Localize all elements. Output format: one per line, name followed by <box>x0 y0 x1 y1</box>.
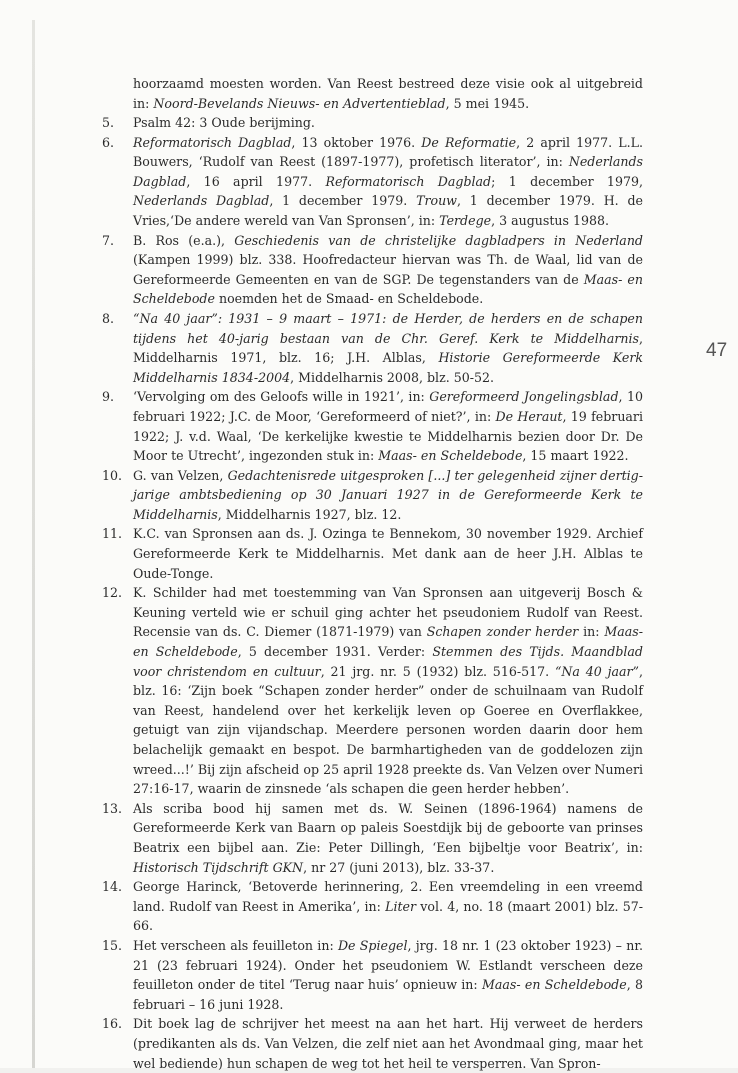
endnote-text: ‘Vervolging om des Geloofs wille in 1921’, in: Gereformeerd Jongelingsblad, 10 februari 1922; J.C. de Moor, ‘Gereformeerd of niet?’, in: De Heraut, 19 februari 1922; J. v.d. Waal, ‘De kerkelijke kwestie te Middelharnis bezien door Dr. De Moor te Utrecht’, ingezonden stuk in: Maas- en Scheldebode, 15 maart 1922. <box>133 389 643 464</box>
endnote <box>102 133 643 231</box>
endnote-number: 15. <box>102 937 123 953</box>
endnote <box>102 799 643 877</box>
endnote-number: 9. <box>102 389 115 405</box>
endnote <box>102 583 643 799</box>
endnote <box>102 309 643 387</box>
page-edge-shadow <box>32 20 35 1068</box>
endnote-text: George Harinck, ‘Betoverde herinnering, 2. Een vreemdeling in een vreemd land. Rudolf van Reest in Amerika’, in: Liter vol. 4, no. 18 (maart 2001) blz. 57-66. <box>133 879 643 934</box>
endnote <box>102 387 643 465</box>
endnote-number: 8. <box>102 310 115 326</box>
endnote-text: K. Schilder had met toestemming van Van Spronsen aan uitgeverij Bosch & Keuning verteld wie er schuil ging achter het pseudoniem Rudolf van Reest. Recensie van ds. C. Diemer (1871-1979) van Schapen zonder herder in: Maas- en Scheldebode, 5 december 1931. Verder: Stemmen des Tijds. Maandblad voor christendom en cultuur, 21 jrg. nr. 5 (1932) blz. 516-517. “Na 40 jaar”, blz. 16: ‘Zijn boek “Schapen zonder herder” onder de schuilnaam van Rudolf van Reest, handelend over het kerkelijk leven op Goeree en Overflakkee, getuigt van zijn vijandschap. Meerdere personen worden daarin door hem belachelijk gemaakt en bespot. De barmhartigheden van de goddelozen zijn wreed...!’ Bij zijn afscheid op 25 april 1928 preekte ds. Van Velzen over Numeri 27:16-17, waarin de zinsnede ‘als schapen die geen herder hebben’. <box>133 585 644 797</box>
endnote-text: Psalm 42: 3 Oude berijming. <box>133 115 315 130</box>
endnote <box>102 1014 643 1073</box>
endnote-number: 16. <box>102 1016 123 1032</box>
endnote <box>102 113 643 133</box>
endnote-number: 10. <box>102 467 123 483</box>
endnote-text: Als scriba bood hij samen met ds. W. Seinen (1896-1964) namens de Gereformeerde Kerk van Baarn op paleis Soestdijk bij de geboorte van prinses Beatrix een bijbel aan. Zie: Peter Dillingh, ‘Een bijbeltje voor Beatrix’, in: Historisch Tijdschrift GKN, nr 27 (juni 2013), blz. 33-37. <box>133 800 643 875</box>
endnote-number: 13. <box>102 800 123 816</box>
note-continuation: hoorzaamd moesten worden. Van Reest bestreed deze visie ook al uitgebreid in: Noord-Bevelands Nieuws- en Advertentieblad, 5 mei 1945. <box>133 76 643 111</box>
endnote <box>102 936 643 1014</box>
endnotes-list <box>102 113 643 1073</box>
endnote-text: Dit boek lag de schrijver het meest na aan het hart. Hij verweet de herders (predikanten als ds. Van Velzen, die zelf niet aan het Avondmaal ging, maar het wel bediende) hun schapen de weg tot het heil te versperren. Van Spron- <box>133 1016 643 1071</box>
endnote-number: 6. <box>102 134 115 150</box>
endnote-text: Reformatorisch Dagblad, 13 oktober 1976. De Reformatie, 2 april 1977. L.L. Bouwers, ‘Rudolf van Reest (1897-1977), profetisch literator’, in: Nederlands Dagblad, 16 april 1977. Reformatorisch Dagblad; 1 december 1979, Nederlands Dagblad, 1 december 1979. Trouw, 1 december 1979. H. de Vries,‘De andere wereld van Van Spronsen’, in: Terdege, 3 augustus 1988. <box>133 134 643 228</box>
endnote <box>102 524 643 583</box>
endnote-number: 14. <box>102 879 123 895</box>
endnote-number: 11. <box>102 526 123 542</box>
endnote <box>102 231 643 309</box>
endnote-text: K.C. van Spronsen aan ds. J. Ozinga te Bennekom, 30 november 1929. Archief Gereformeerde Kerk te Middelharnis. Met dank aan de heer J.H. Alblas te Oude-Tonge. <box>133 526 643 581</box>
endnote-text: G. van Velzen, Gedachtenisrede uitgesproken [...] ter gelegenheid zijner dertig-jarige ambtsbediening op 30 Januari 1927 in de Gereformeerde Kerk te Middelharnis, Middelharnis 1927, blz. 12. <box>133 467 643 522</box>
endnote-text: B. Ros (e.a.), Geschiedenis van de christelijke dagbladpers in Nederland (Kampen 1999) blz. 338. Hoofredacteur hiervan was Th. de Waal, lid van de Gereformeerde Gemeenten en van de SGP. De tegenstanders van de Maas- en Scheldebode noemden het de Smaad- en Scheldebode. <box>133 232 643 307</box>
endnote-text: Het verscheen als feuilleton in: De Spiegel, jrg. 18 nr. 1 (23 oktober 1923) – nr. 21 (23 februari 1924). Onder het pseudoniem W. Estlandt verscheen deze feuilleton onder de titel ‘Terug naar huis’ opnieuw in: Maas- en Scheldebode, 8 februari – 16 juni 1928. <box>133 937 643 1012</box>
endnote <box>102 466 643 525</box>
endnote-number: 7. <box>102 232 115 248</box>
endnote-text: “Na 40 jaar”: 1931 – 9 maart – 1971: de Herder, de herders en de schapen tijdens het 40-jarig bestaan van de Chr. Geref. Kerk te Middelharnis, Middelharnis 1971, blz. 16; J.H. Alblas, Historie Gereformeerde Kerk Middelharnis 1834-2004, Middelharnis 2008, blz. 50-52. <box>133 310 643 385</box>
endnote-number: 12. <box>102 585 123 601</box>
page-number: 47 <box>706 340 728 361</box>
endnote <box>102 877 643 936</box>
endnote-number: 5. <box>102 115 115 130</box>
